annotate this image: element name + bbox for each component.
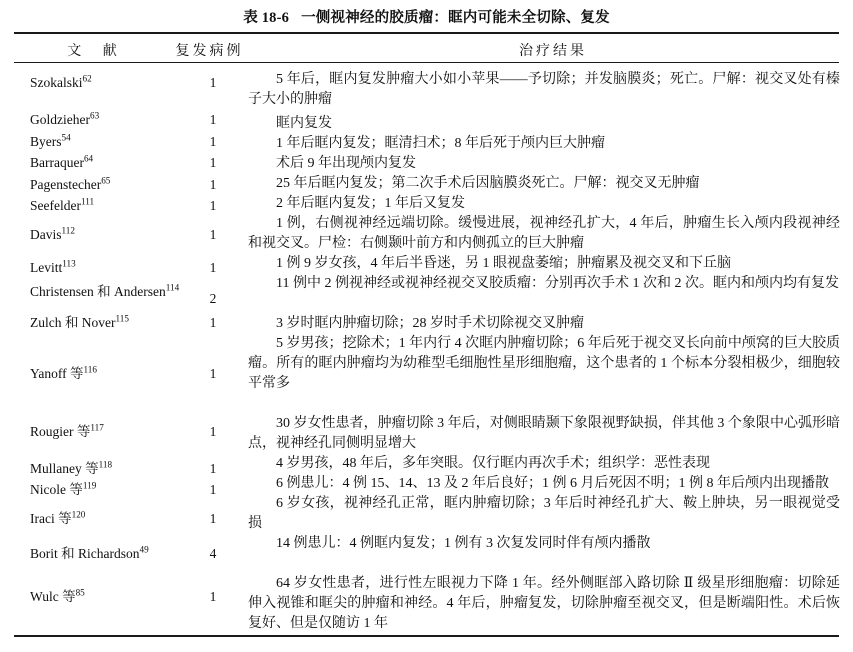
column-header-reference: 文 献 (67, 44, 126, 59)
table-cell-reference (30, 133, 71, 150)
reference-author: Mullaney 等 (30, 461, 99, 476)
reference-author: Byers (30, 134, 62, 149)
table-cell-recurrent-cases: 1 (209, 424, 217, 439)
reference-citation-number: 54 (61, 132, 71, 143)
table-cell-reference (30, 460, 112, 477)
reference-citation-number: 62 (82, 73, 92, 84)
rule-header (14, 62, 839, 63)
table-cell-treatment-result: 30 岁女性患者，肿瘤切除 3 年后，对侧眼睛颞下象限视野缺损，伴其他 3 个象限中心弧形暗点，视神经孔同侧明显增大 (248, 416, 840, 451)
column-header-treatment-result: 治疗结果 (519, 44, 587, 59)
table-cell-treatment-result: 11 例中 2 例视神经或视神经视交叉胶质瘤：分别再次手术 1 次和 2 次。眶内和颅内均有复发 (276, 276, 839, 291)
table-cell-treatment-result: 4 岁男孩，48 年后，多年突眼。仅行眶内再次手术；组织学：恶性表现 (276, 456, 710, 471)
table-number: 表 18-6 (243, 10, 290, 26)
reference-citation-number: 64 (83, 153, 94, 164)
table-cell-treatment-result: 1 例，右侧视神经远端切除。缓慢进展，视神经孔扩大，4 年后，肿瘤生长入颅内段视神经和视交叉。尸检：右侧颞叶前方和内侧孤立的巨大肿瘤 (248, 216, 840, 251)
reference-author: Szokalski (30, 75, 83, 90)
table-cell-recurrent-cases: 1 (209, 155, 217, 170)
reference-author: Christensen 和 Andersen (30, 284, 166, 299)
table-cell-reference (30, 365, 97, 382)
table-cell-recurrent-cases: 1 (209, 589, 217, 604)
rule-bottom (14, 635, 839, 637)
table-cell-reference (30, 111, 99, 128)
reference-author: Rougier 等 (30, 424, 91, 439)
table-cell-recurrent-cases: 1 (209, 112, 217, 127)
reference-author: Seefelder (30, 198, 81, 213)
table-cell-recurrent-cases: 1 (209, 482, 217, 497)
reference-citation-number: 116 (83, 364, 97, 375)
column-header-recurrent-cases: 复发病例 (175, 44, 244, 59)
table-cell-treatment-result: 5 年后，眶内复发肿瘤大小如小苹果——予切除；并发脑膜炎；死亡。尸解：视交叉处有榛子大小的肿瘤 (248, 72, 840, 107)
table-cell-recurrent-cases: 4 (209, 546, 217, 561)
reference-citation-number: 63 (89, 110, 100, 121)
table-cell-recurrent-cases: 1 (209, 198, 217, 213)
reference-citation-number: 117 (90, 422, 104, 433)
reference-author: Iraci 等 (30, 511, 72, 526)
table-cell-reference (30, 545, 149, 562)
table-cell-reference (30, 510, 85, 527)
reference-author: Yanoff 等 (30, 366, 84, 381)
reference-citation-number: 112 (61, 225, 75, 236)
table-title (0, 6, 853, 27)
table-cell-reference (30, 314, 129, 331)
reference-citation-number: 115 (115, 313, 129, 324)
table-cell-treatment-result: 14 例患儿：4 例眶内复发；1 例有 3 次复发同时伴有颅内播散 (276, 536, 651, 551)
table-cell-treatment-result: 6 岁女孩，视神经孔正常，眶内肿瘤切除；3 年后时神经孔扩大、鞍上肿块，另一眼视觉受损 (248, 496, 840, 531)
reference-author: Levitt (30, 260, 63, 275)
table-cell-treatment-result: 3 岁时眶内肿瘤切除；28 岁时手术切除视交叉肿瘤 (276, 316, 584, 331)
table-cell-reference (30, 259, 76, 276)
table-cell-treatment-result: 1 例 9 岁女孩，4 年后半昏迷，另 1 眼视盘萎缩；肿瘤累及视交叉和下丘脑 (276, 256, 731, 271)
table-cell-recurrent-cases: 1 (209, 134, 217, 149)
reference-author: Borit 和 Richardson (30, 546, 140, 561)
reference-author: Goldzieher (30, 112, 90, 127)
table-cell-recurrent-cases: 1 (209, 177, 217, 192)
table-cell-reference (30, 282, 182, 301)
table-cell-treatment-result: 25 年后眶内复发；第二次手术后因脑膜炎死亡。尸解：视交叉无肿瘤 (276, 176, 700, 191)
reference-author: Zulch 和 Nover (30, 315, 116, 330)
table-cell-reference (30, 481, 96, 498)
table-cell-recurrent-cases: 1 (209, 260, 217, 275)
table-cell-recurrent-cases: 1 (209, 227, 217, 242)
reference-author: Nicole 等 (30, 482, 83, 497)
table-cell-recurrent-cases: 1 (209, 366, 217, 381)
reference-citation-number: 118 (98, 459, 113, 470)
reference-author: Davis (30, 227, 62, 242)
table-cell-treatment-result: 2 年后眶内复发；1 年后又复发 (276, 196, 465, 211)
table-cell-reference (30, 74, 92, 91)
table-cell-reference (30, 176, 110, 193)
reference-citation-number: 114 (165, 282, 180, 293)
reference-author: Wulc 等 (30, 589, 76, 604)
reference-author: Barraquer (30, 155, 84, 170)
table-cell-recurrent-cases: 1 (209, 511, 217, 526)
table-cell-treatment-result: 6 例患儿：4 例 15、14、13 及 2 年后良好；1 例 6 月后死因不明；1 例 8 年后颅内出现播散 (276, 476, 829, 491)
reference-citation-number: 111 (80, 196, 95, 207)
reference-citation-number: 85 (75, 587, 85, 598)
table-cell-recurrent-cases: 2 (209, 291, 217, 306)
table-cell-treatment-result: 术后 9 年出现颅内复发 (276, 156, 416, 171)
reference-citation-number: 65 (101, 175, 111, 186)
table-title-text: 一侧视神经的胶质瘤：眶内可能未全切除、复发 (301, 10, 610, 26)
table-cell-recurrent-cases: 1 (209, 461, 217, 476)
reference-author: Pagenstecher (30, 177, 102, 192)
reference-citation-number: 113 (62, 258, 76, 269)
table-cell-reference (30, 588, 85, 605)
table-cell-treatment-result: 5 岁男孩；挖除术；1 年内行 4 次眶内肿瘤切除；6 年后死于视交叉长向前中颅窝的巨大胶质瘤。所有的眶内肿瘤均为幼稚型毛细胞性星形细胞瘤，这个患者的 1 个标本分裂相极少，细胞较平常多 (248, 336, 840, 391)
table-cell-reference (30, 423, 104, 440)
table-cell-reference (30, 197, 94, 214)
reference-citation-number: 49 (139, 544, 149, 555)
table-cell-treatment-result: 1 年后眶内复发；眶清扫术；8 年后死于颅内巨大肿瘤 (276, 136, 605, 151)
rule-top (14, 32, 839, 34)
table-cell-recurrent-cases: 1 (209, 75, 217, 90)
reference-citation-number: 120 (71, 509, 86, 520)
table-cell-recurrent-cases: 1 (209, 315, 217, 330)
table-cell-reference (30, 154, 93, 171)
reference-citation-number: 119 (82, 480, 97, 491)
table-cell-reference (30, 226, 75, 243)
table-cell-treatment-result: 眶内复发 (276, 116, 332, 131)
table-cell-treatment-result: 64 岁女性患者，进行性左眼视力下降 1 年。经外侧眶部入路切除 Ⅱ 级星形细胞瘤：切除延伸入视锥和眶尖的肿瘤和神经。4 年后，肿瘤复发，切除肿瘤至视交叉，但是断端阳性。术后恢复好、但是仅随访 1 年 (248, 576, 840, 631)
table-body (0, 66, 853, 634)
